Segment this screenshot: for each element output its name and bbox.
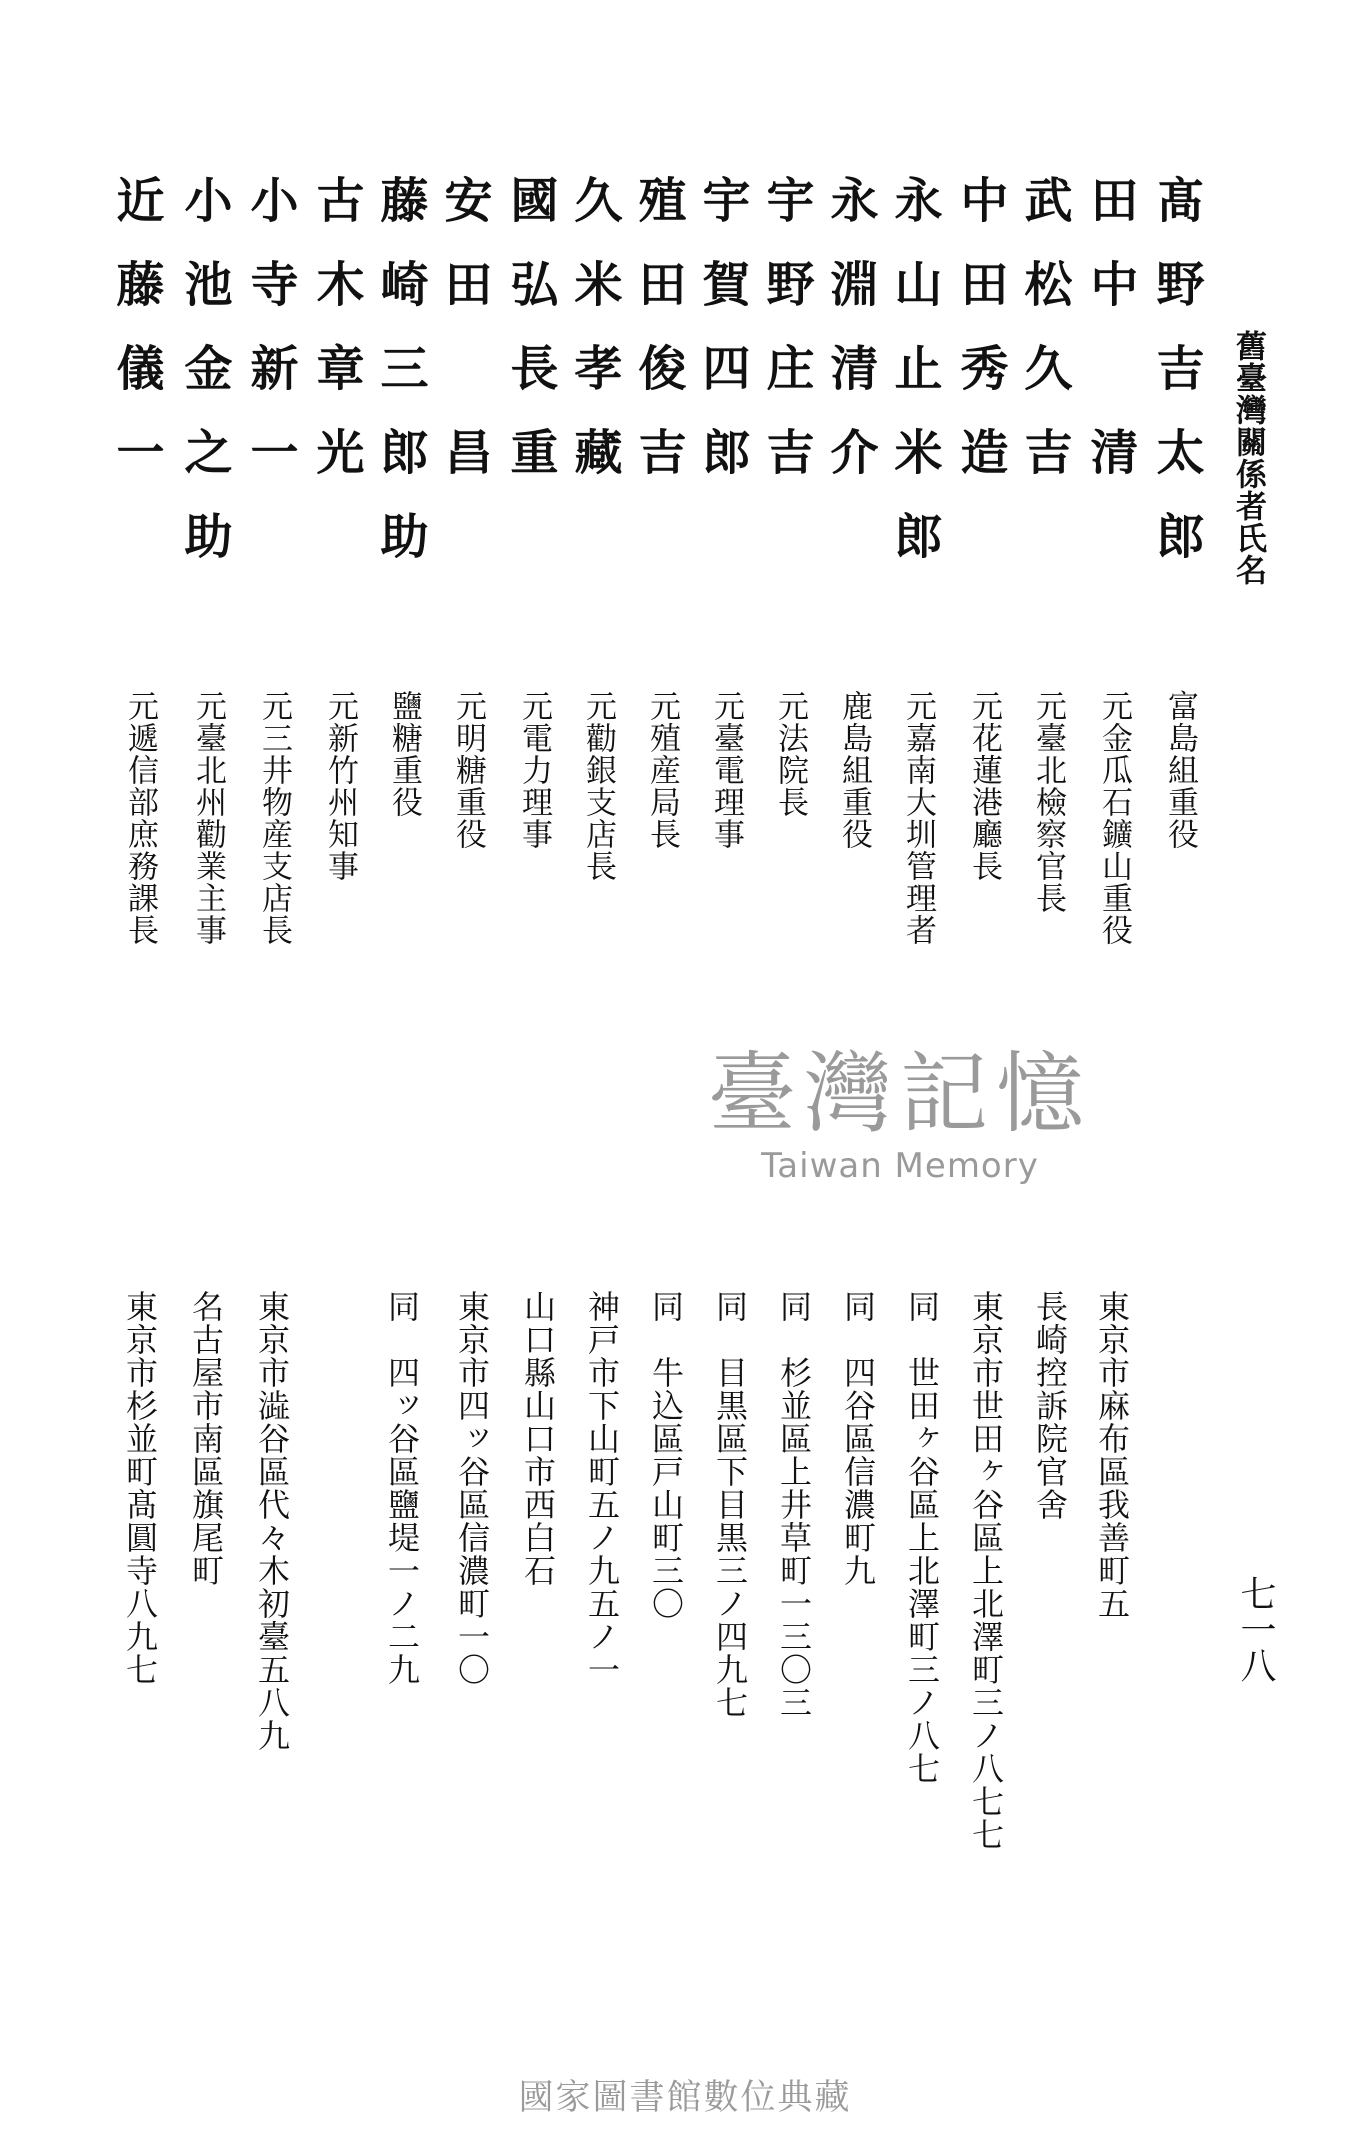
entry-role: 元殖産局長	[644, 690, 680, 850]
entry-role: 鹽糖重役	[386, 690, 422, 818]
entry-name: 永山止米郎	[886, 175, 942, 595]
entry-address: 長崎控訴院官舍	[1031, 1290, 1069, 1521]
entry-role: 元臺北檢察官長	[1030, 690, 1066, 914]
entry-name: 小寺新一	[242, 175, 298, 511]
taiwan-memory-watermark	[660, 1042, 1140, 1186]
entry-address: 東京市麻布區我善町五	[1093, 1290, 1131, 1620]
entry-name: 近藤儀一	[108, 175, 164, 511]
entry-role: 元嘉南大圳管理者	[900, 690, 936, 946]
entry-role: 元勸銀支店長	[580, 690, 616, 882]
entry-address: 名古屋市南區旗尾町	[187, 1290, 225, 1587]
entry-address: 神戸市下山町五ノ九五ノ一	[583, 1290, 621, 1686]
entry-role: 富島組重役	[1162, 690, 1198, 850]
entry-role: 元明糖重役	[450, 690, 486, 850]
entry-role: 元電力理事	[516, 690, 552, 850]
entry-name: 武松久吉	[1016, 175, 1072, 511]
entry-role: 元臺電理事	[708, 690, 744, 850]
entry-name: 永淵清介	[822, 175, 878, 511]
entry-name: 宇野庄吉	[758, 175, 814, 511]
entry-role: 元新竹州知事	[322, 690, 358, 882]
entry-address: 同 四谷區信濃町九	[839, 1290, 877, 1587]
entry-name: 中田秀造	[952, 175, 1008, 511]
entry-address: 東京市杉並町髙圓寺八九七	[121, 1290, 159, 1686]
entry-address: 同 世田ヶ谷區上北澤町三ノ八七	[903, 1290, 941, 1785]
entry-role: 元遞信部庶務課長	[122, 690, 158, 946]
entry-role: 元花蓮港廳長	[966, 690, 1002, 882]
entry-address: 同 杉並區上井草町一三〇三	[775, 1290, 813, 1719]
watermark-subtitle: Taiwan Memory	[761, 1146, 1039, 1186]
entry-name: 藤崎三郎助	[372, 175, 428, 595]
entry-address: 東京市四ッ谷區信濃町一〇	[453, 1290, 491, 1686]
entry-role: 元三井物産支店長	[256, 690, 292, 946]
page-number: 七一八	[1235, 1575, 1276, 1683]
entry-role: 元法院長	[772, 690, 808, 818]
entry-role: 元臺北州勸業主事	[190, 690, 226, 946]
watermark-logo: 臺灣記憶	[707, 1042, 1092, 1145]
entry-name: 殖田俊吉	[630, 175, 686, 511]
section-title: 舊臺灣關係者氏名	[1230, 330, 1266, 586]
entry-name: 田中 清	[1082, 175, 1138, 511]
entry-address: 東京市世田ヶ谷區上北澤町三ノ八七七	[967, 1290, 1005, 1851]
entry-name: 古木章光	[308, 175, 364, 511]
entry-name: 國弘長重	[502, 175, 558, 511]
entry-role: 鹿島組重役	[836, 690, 872, 850]
entry-name: 小池金之助	[176, 175, 232, 595]
entry-address: 同 目黒區下目黒三ノ四九七	[711, 1290, 749, 1719]
entry-address: 東京市澁谷區代々木初臺五八九	[253, 1290, 291, 1752]
entry-name: 久米孝藏	[566, 175, 622, 511]
entry-address: 同 四ッ谷區鹽堤一ノ二九	[383, 1290, 421, 1686]
footer-credit: 國家圖書館數位典藏	[518, 2078, 852, 2118]
entry-name: 髙野吉太郎	[1148, 175, 1204, 595]
entry-name: 宇賀四郎	[694, 175, 750, 511]
entry-address: 山口縣山口市西白石	[519, 1290, 557, 1587]
entry-address: 同 牛込區戸山町三〇	[647, 1290, 685, 1620]
entry-name: 安田 昌	[436, 175, 492, 511]
entry-role: 元金瓜石鑛山重役	[1096, 690, 1132, 946]
